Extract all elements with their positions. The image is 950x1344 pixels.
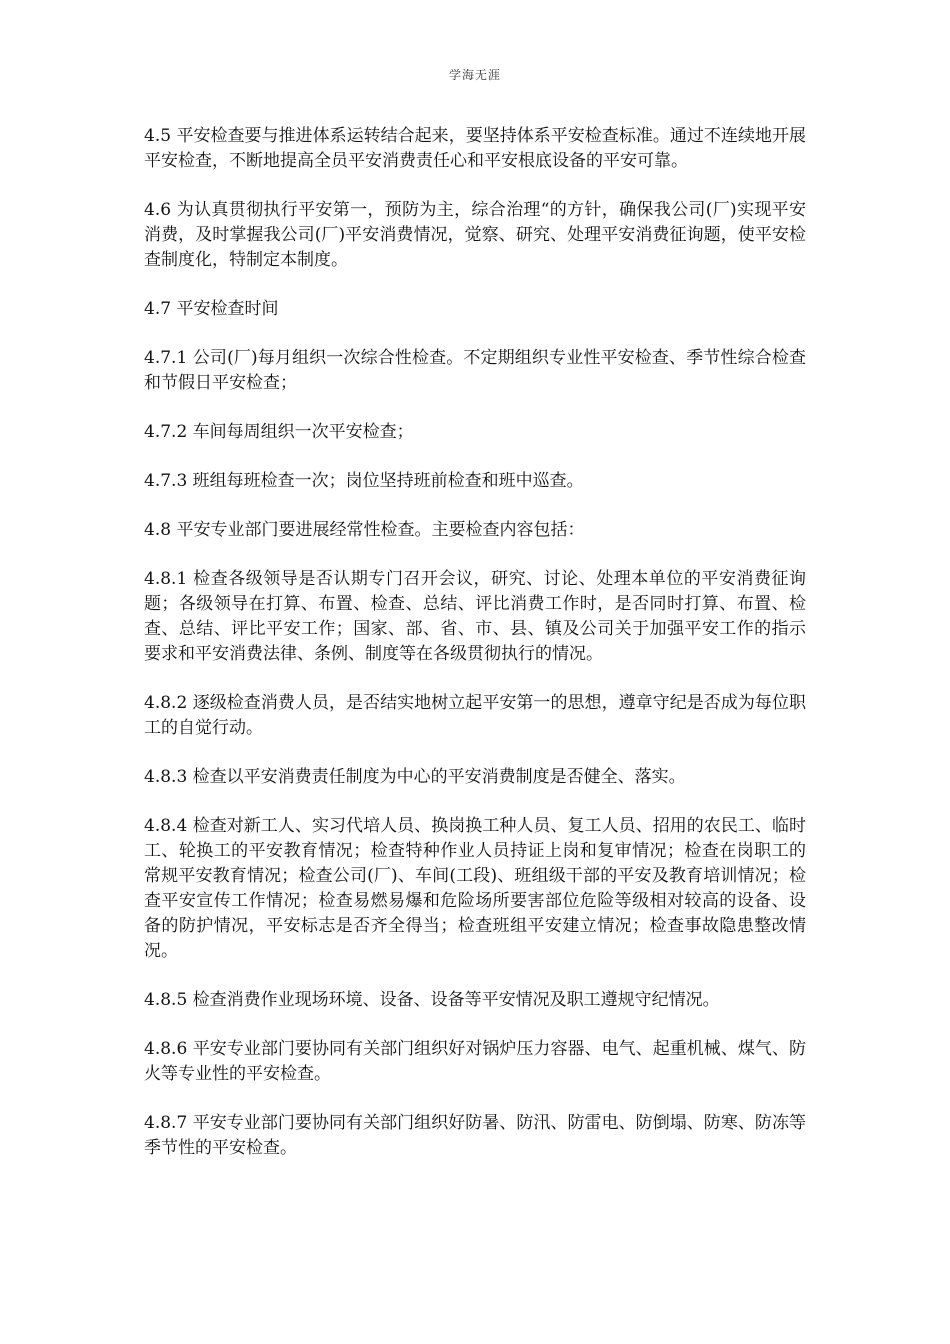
paragraph-4-7-3: 4.7.3 班组每班检查一次；岗位坚持班前检查和班中巡查。 (144, 471, 584, 491)
paragraph-4-8-2: 4.8.2 逐级检查消费人员，是否结实地树立起平安第一的思想，遵章守纪是否成为每位职工的自觉行动。 (144, 693, 806, 738)
paragraph-4-6: 4.6 为认真贯彻执行平安第一，预防为主，综合治理“的方针，确保我公司(厂)实现平安消费，及时掌握我公司(厂)平安消费情况，觉察、研究、处理平安消费征询题，使平安检查制度化，特制定本制度。 (144, 200, 806, 270)
paragraph-4-8: 4.8 平安专业部门要进展经常性检查。主要检查内容包括： (144, 520, 585, 540)
paragraph-4-8-4: 4.8.4 检查对新工人、实习代培人员、换岗换工种人员、复工人员、招用的农民工、临时工、轮换工的平安教育情况；检查特种作业人员持证上岗和复审情况；检查在岗职工的常规平安教育情况；检查公司(厂)、车间(工段)、班组级干部的平安及教育培训情况；检查平安宣传工作情况；检查易燃易爆和危险场所要害部位危险等级相对较高的设备、设备的防护情况，平安标志是否齐全得当；检查班组平安建立情况；检查事故隐患整改情况。 (144, 816, 806, 961)
paragraph-4-5: 4.5 平安检查要与推进体系运转结合起来，要坚持体系平安检查标准。通过不连续地开展平安检查，不断地提高全员平安消费责任心和平安根底设备的平安可靠。 (144, 126, 806, 171)
paragraph-4-7-2: 4.7.2 车间每周组织一次平安检查； (144, 422, 414, 442)
paragraph-4-7: 4.7 平安检查时间 (144, 299, 279, 319)
paragraph-4-8-3: 4.8.3 检查以平安消费责任制度为中心的平安消费制度是否健全、落实。 (144, 767, 686, 787)
document-body (144, 124, 806, 1185)
page-header: 学海无涯 (448, 68, 501, 82)
paragraph-4-8-1: 4.8.1 检查各级领导是否认期专门召开会议，研究、讨论、处理本单位的平安消费征询题；各级领导在打算、布置、检查、总结、评比消费工作时，是否同时打算、布置、检查、总结、评比平安工作；国家、部、省、市、县、镇及公司关于加强平安工作的指示要求和平安消费法律、条例、制度等在各级贯彻执行的情况。 (144, 569, 806, 664)
paragraph-4-8-5: 4.8.5 检查消费作业现场环境、设备、设备等平安情况及职工遵规守纪情况。 (144, 990, 720, 1010)
paragraph-4-8-6: 4.8.6 平安专业部门要协同有关部门组织好对锅炉压力容器、电气、起重机械、煤气、防火等专业性的平安检查。 (144, 1039, 806, 1084)
paragraph-4-7-1: 4.7.1 公司(厂)每月组织一次综合性检查。不定期组织专业性平安检查、季节性综合检查和节假日平安检查； (144, 348, 806, 393)
paragraph-4-8-7: 4.8.7 平安专业部门要协同有关部门组织好防暑、防汛、防雷电、防倒塌、防寒、防冻等季节性的平安检查。 (144, 1113, 806, 1158)
